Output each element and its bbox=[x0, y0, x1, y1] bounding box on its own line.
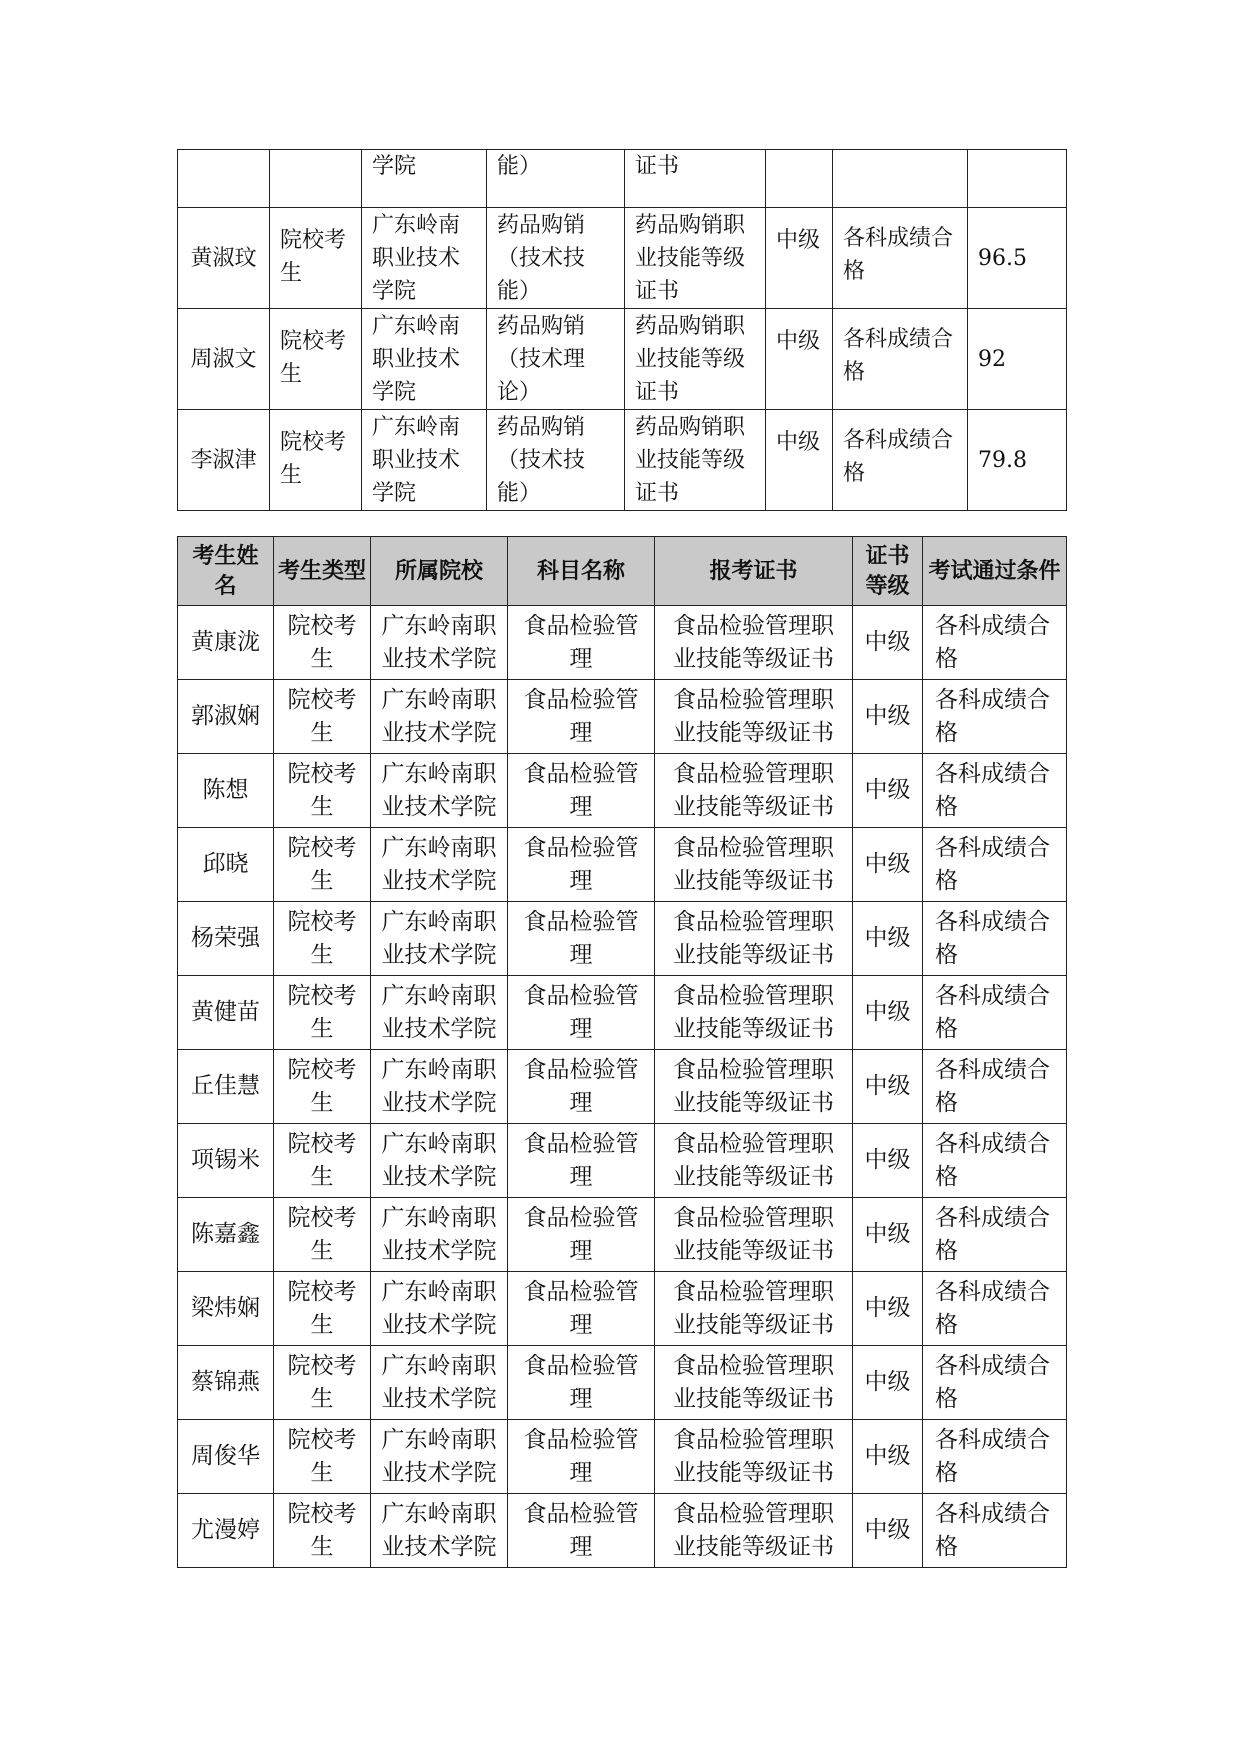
cell-type: 院校考生 bbox=[274, 754, 371, 828]
cell-type: 院校考生 bbox=[274, 828, 371, 902]
cell-name: 陈想 bbox=[178, 754, 274, 828]
cell-level: 中级 bbox=[853, 1494, 923, 1568]
table-row bbox=[178, 828, 1067, 902]
cell-school: 广东岭南职业技术学院 bbox=[371, 1124, 508, 1198]
cell-type: 院校考生 bbox=[274, 606, 371, 680]
top-results-table bbox=[177, 149, 1067, 511]
cell-subject: 食品检验管理 bbox=[508, 754, 655, 828]
header-subject: 科目名称 bbox=[508, 537, 655, 606]
cell-name: 梁炜娴 bbox=[178, 1272, 274, 1346]
cell-name: 邱晓 bbox=[178, 828, 274, 902]
cell-certificate: 食品检验管理职业技能等级证书 bbox=[655, 1198, 853, 1272]
cell-level bbox=[766, 150, 833, 208]
table-row bbox=[178, 1124, 1067, 1198]
cell-condition: 各科成绩合格 bbox=[923, 680, 1067, 754]
cell-level: 中级 bbox=[853, 754, 923, 828]
cell-type: 院校考生 bbox=[274, 1272, 371, 1346]
cell-name: 项锡米 bbox=[178, 1124, 274, 1198]
cell-condition: 各科成绩合格 bbox=[923, 1050, 1067, 1124]
table-row bbox=[178, 902, 1067, 976]
cell-name: 郭淑娴 bbox=[178, 680, 274, 754]
table-row bbox=[178, 1494, 1067, 1568]
cell-condition: 各科成绩合格 bbox=[923, 976, 1067, 1050]
cell-level: 中级 bbox=[853, 1272, 923, 1346]
cell-school: 广东岭南职业技术学院 bbox=[371, 828, 508, 902]
cell-school: 广东岭南职业技术学院 bbox=[362, 410, 487, 511]
table-row bbox=[178, 150, 1067, 208]
cell-certificate: 食品检验管理职业技能等级证书 bbox=[655, 976, 853, 1050]
header-level: 证书等级 bbox=[853, 537, 923, 606]
cell-school: 广东岭南职业技术学院 bbox=[371, 680, 508, 754]
cell-name: 李淑津 bbox=[178, 410, 270, 511]
cell-type: 院校考生 bbox=[274, 902, 371, 976]
cell-condition bbox=[833, 150, 968, 208]
table-row bbox=[178, 1420, 1067, 1494]
cell-condition: 各科成绩合格 bbox=[923, 1198, 1067, 1272]
cell-condition: 各科成绩合格 bbox=[923, 1494, 1067, 1568]
cell-type: 院校考生 bbox=[274, 1050, 371, 1124]
cell-type: 院校考生 bbox=[274, 680, 371, 754]
cell-name: 周淑文 bbox=[178, 309, 270, 410]
table-row bbox=[178, 1346, 1067, 1420]
cell-name: 丘佳慧 bbox=[178, 1050, 274, 1124]
cell-name: 陈嘉鑫 bbox=[178, 1198, 274, 1272]
cell-school: 广东岭南职业技术学院 bbox=[371, 976, 508, 1050]
cell-score: 92 bbox=[968, 309, 1067, 410]
top-table-body bbox=[178, 150, 1067, 511]
table-row bbox=[178, 1050, 1067, 1124]
cell-subject: 食品检验管理 bbox=[508, 1272, 655, 1346]
cell-score bbox=[968, 150, 1067, 208]
header-type: 考生类型 bbox=[274, 537, 371, 606]
cell-school: 广东岭南职业技术学院 bbox=[371, 1272, 508, 1346]
cell-certificate: 食品检验管理职业技能等级证书 bbox=[655, 1124, 853, 1198]
cell-name: 黄淑玟 bbox=[178, 208, 270, 309]
cell-type: 院校考生 bbox=[274, 1420, 371, 1494]
cell-subject: 食品检验管理 bbox=[508, 606, 655, 680]
cell-level: 中级 bbox=[853, 1346, 923, 1420]
cell-certificate: 食品检验管理职业技能等级证书 bbox=[655, 754, 853, 828]
cell-level: 中级 bbox=[853, 976, 923, 1050]
cell-level: 中级 bbox=[853, 680, 923, 754]
cell-condition: 各科成绩合格 bbox=[923, 1124, 1067, 1198]
cell-certificate: 食品检验管理职业技能等级证书 bbox=[655, 1050, 853, 1124]
cell-type: 院校考生 bbox=[274, 1198, 371, 1272]
cell-level: 中级 bbox=[853, 1420, 923, 1494]
cell-subject: 药品购销（技术技能） bbox=[487, 410, 625, 511]
cell-score: 79.8 bbox=[968, 410, 1067, 511]
cell-level: 中级 bbox=[853, 902, 923, 976]
table-row bbox=[178, 754, 1067, 828]
cell-certificate: 食品检验管理职业技能等级证书 bbox=[655, 828, 853, 902]
cell-name: 杨荣强 bbox=[178, 902, 274, 976]
cell-school: 广东岭南职业技术学院 bbox=[371, 1420, 508, 1494]
cell-condition: 各科成绩合格 bbox=[833, 208, 968, 309]
cell-level: 中级 bbox=[853, 1050, 923, 1124]
table-row bbox=[178, 410, 1067, 511]
exam-pass-table bbox=[177, 536, 1067, 1568]
header-condition: 考试通过条件 bbox=[923, 537, 1067, 606]
cell-condition: 各科成绩合格 bbox=[833, 309, 968, 410]
cell-name: 尤漫婷 bbox=[178, 1494, 274, 1568]
table-row bbox=[178, 606, 1067, 680]
cell-certificate: 食品检验管理职业技能等级证书 bbox=[655, 1494, 853, 1568]
cell-certificate: 证书 bbox=[625, 150, 766, 208]
cell-type: 院校考生 bbox=[274, 976, 371, 1050]
cell-subject: 食品检验管理 bbox=[508, 680, 655, 754]
table-row bbox=[178, 976, 1067, 1050]
cell-subject: 食品检验管理 bbox=[508, 976, 655, 1050]
table-row bbox=[178, 208, 1067, 309]
cell-subject: 食品检验管理 bbox=[508, 1050, 655, 1124]
cell-name bbox=[178, 150, 270, 208]
table-header-row bbox=[178, 537, 1067, 606]
cell-subject: 食品检验管理 bbox=[508, 828, 655, 902]
table-row bbox=[178, 1198, 1067, 1272]
cell-school: 广东岭南职业技术学院 bbox=[371, 902, 508, 976]
cell-subject: 食品检验管理 bbox=[508, 1124, 655, 1198]
cell-certificate: 食品检验管理职业技能等级证书 bbox=[655, 1420, 853, 1494]
cell-name: 蔡锦燕 bbox=[178, 1346, 274, 1420]
cell-school: 广东岭南职业技术学院 bbox=[371, 1198, 508, 1272]
cell-school: 广东岭南职业技术学院 bbox=[371, 1050, 508, 1124]
cell-type: 院校考生 bbox=[274, 1124, 371, 1198]
cell-name: 黄健苗 bbox=[178, 976, 274, 1050]
header-certificate: 报考证书 bbox=[655, 537, 853, 606]
cell-level: 中级 bbox=[853, 606, 923, 680]
cell-name: 黄康泷 bbox=[178, 606, 274, 680]
cell-school: 广东岭南职业技术学院 bbox=[371, 1346, 508, 1420]
cell-type: 院校考生 bbox=[270, 309, 362, 410]
cell-certificate: 食品检验管理职业技能等级证书 bbox=[655, 1272, 853, 1346]
cell-score: 96.5 bbox=[968, 208, 1067, 309]
cell-school: 广东岭南职业技术学院 bbox=[371, 754, 508, 828]
table-row bbox=[178, 309, 1067, 410]
cell-subject: 食品检验管理 bbox=[508, 1346, 655, 1420]
cell-name: 周俊华 bbox=[178, 1420, 274, 1494]
table-row bbox=[178, 680, 1067, 754]
cell-subject: 药品购销（技术理论） bbox=[487, 309, 625, 410]
cell-certificate: 食品检验管理职业技能等级证书 bbox=[655, 902, 853, 976]
cell-school: 广东岭南职业技术学院 bbox=[362, 309, 487, 410]
cell-type bbox=[270, 150, 362, 208]
cell-type: 院校考生 bbox=[270, 208, 362, 309]
cell-school: 广东岭南职业技术学院 bbox=[371, 1494, 508, 1568]
cell-type: 院校考生 bbox=[274, 1494, 371, 1568]
cell-subject: 食品检验管理 bbox=[508, 1494, 655, 1568]
cell-subject: 食品检验管理 bbox=[508, 902, 655, 976]
cell-subject: 食品检验管理 bbox=[508, 1420, 655, 1494]
cell-subject: 药品购销（技术技能） bbox=[487, 208, 625, 309]
cell-certificate: 食品检验管理职业技能等级证书 bbox=[655, 606, 853, 680]
header-name: 考生姓名 bbox=[178, 537, 274, 606]
cell-certificate: 药品购销职业技能等级证书 bbox=[625, 410, 766, 511]
table-row bbox=[178, 1272, 1067, 1346]
cell-condition: 各科成绩合格 bbox=[923, 828, 1067, 902]
cell-condition: 各科成绩合格 bbox=[833, 410, 968, 511]
cell-level: 中级 bbox=[853, 1198, 923, 1272]
cell-school: 广东岭南职业技术学院 bbox=[371, 606, 508, 680]
cell-condition: 各科成绩合格 bbox=[923, 1420, 1067, 1494]
header-school: 所属院校 bbox=[371, 537, 508, 606]
cell-condition: 各科成绩合格 bbox=[923, 902, 1067, 976]
main-table-body bbox=[178, 606, 1067, 1568]
cell-certificate: 食品检验管理职业技能等级证书 bbox=[655, 680, 853, 754]
cell-condition: 各科成绩合格 bbox=[923, 1272, 1067, 1346]
cell-level: 中级 bbox=[853, 1124, 923, 1198]
cell-condition: 各科成绩合格 bbox=[923, 606, 1067, 680]
cell-school: 广东岭南职业技术学院 bbox=[362, 208, 487, 309]
cell-certificate: 药品购销职业技能等级证书 bbox=[625, 208, 766, 309]
cell-level: 中级 bbox=[766, 309, 833, 410]
cell-level: 中级 bbox=[766, 208, 833, 309]
cell-type: 院校考生 bbox=[274, 1346, 371, 1420]
cell-level: 中级 bbox=[766, 410, 833, 511]
cell-certificate: 食品检验管理职业技能等级证书 bbox=[655, 1346, 853, 1420]
cell-level: 中级 bbox=[853, 828, 923, 902]
cell-condition: 各科成绩合格 bbox=[923, 754, 1067, 828]
cell-certificate: 药品购销职业技能等级证书 bbox=[625, 309, 766, 410]
cell-condition: 各科成绩合格 bbox=[923, 1346, 1067, 1420]
cell-type: 院校考生 bbox=[270, 410, 362, 511]
cell-subject: 能） bbox=[487, 150, 625, 208]
cell-subject: 食品检验管理 bbox=[508, 1198, 655, 1272]
cell-school: 学院 bbox=[362, 150, 487, 208]
